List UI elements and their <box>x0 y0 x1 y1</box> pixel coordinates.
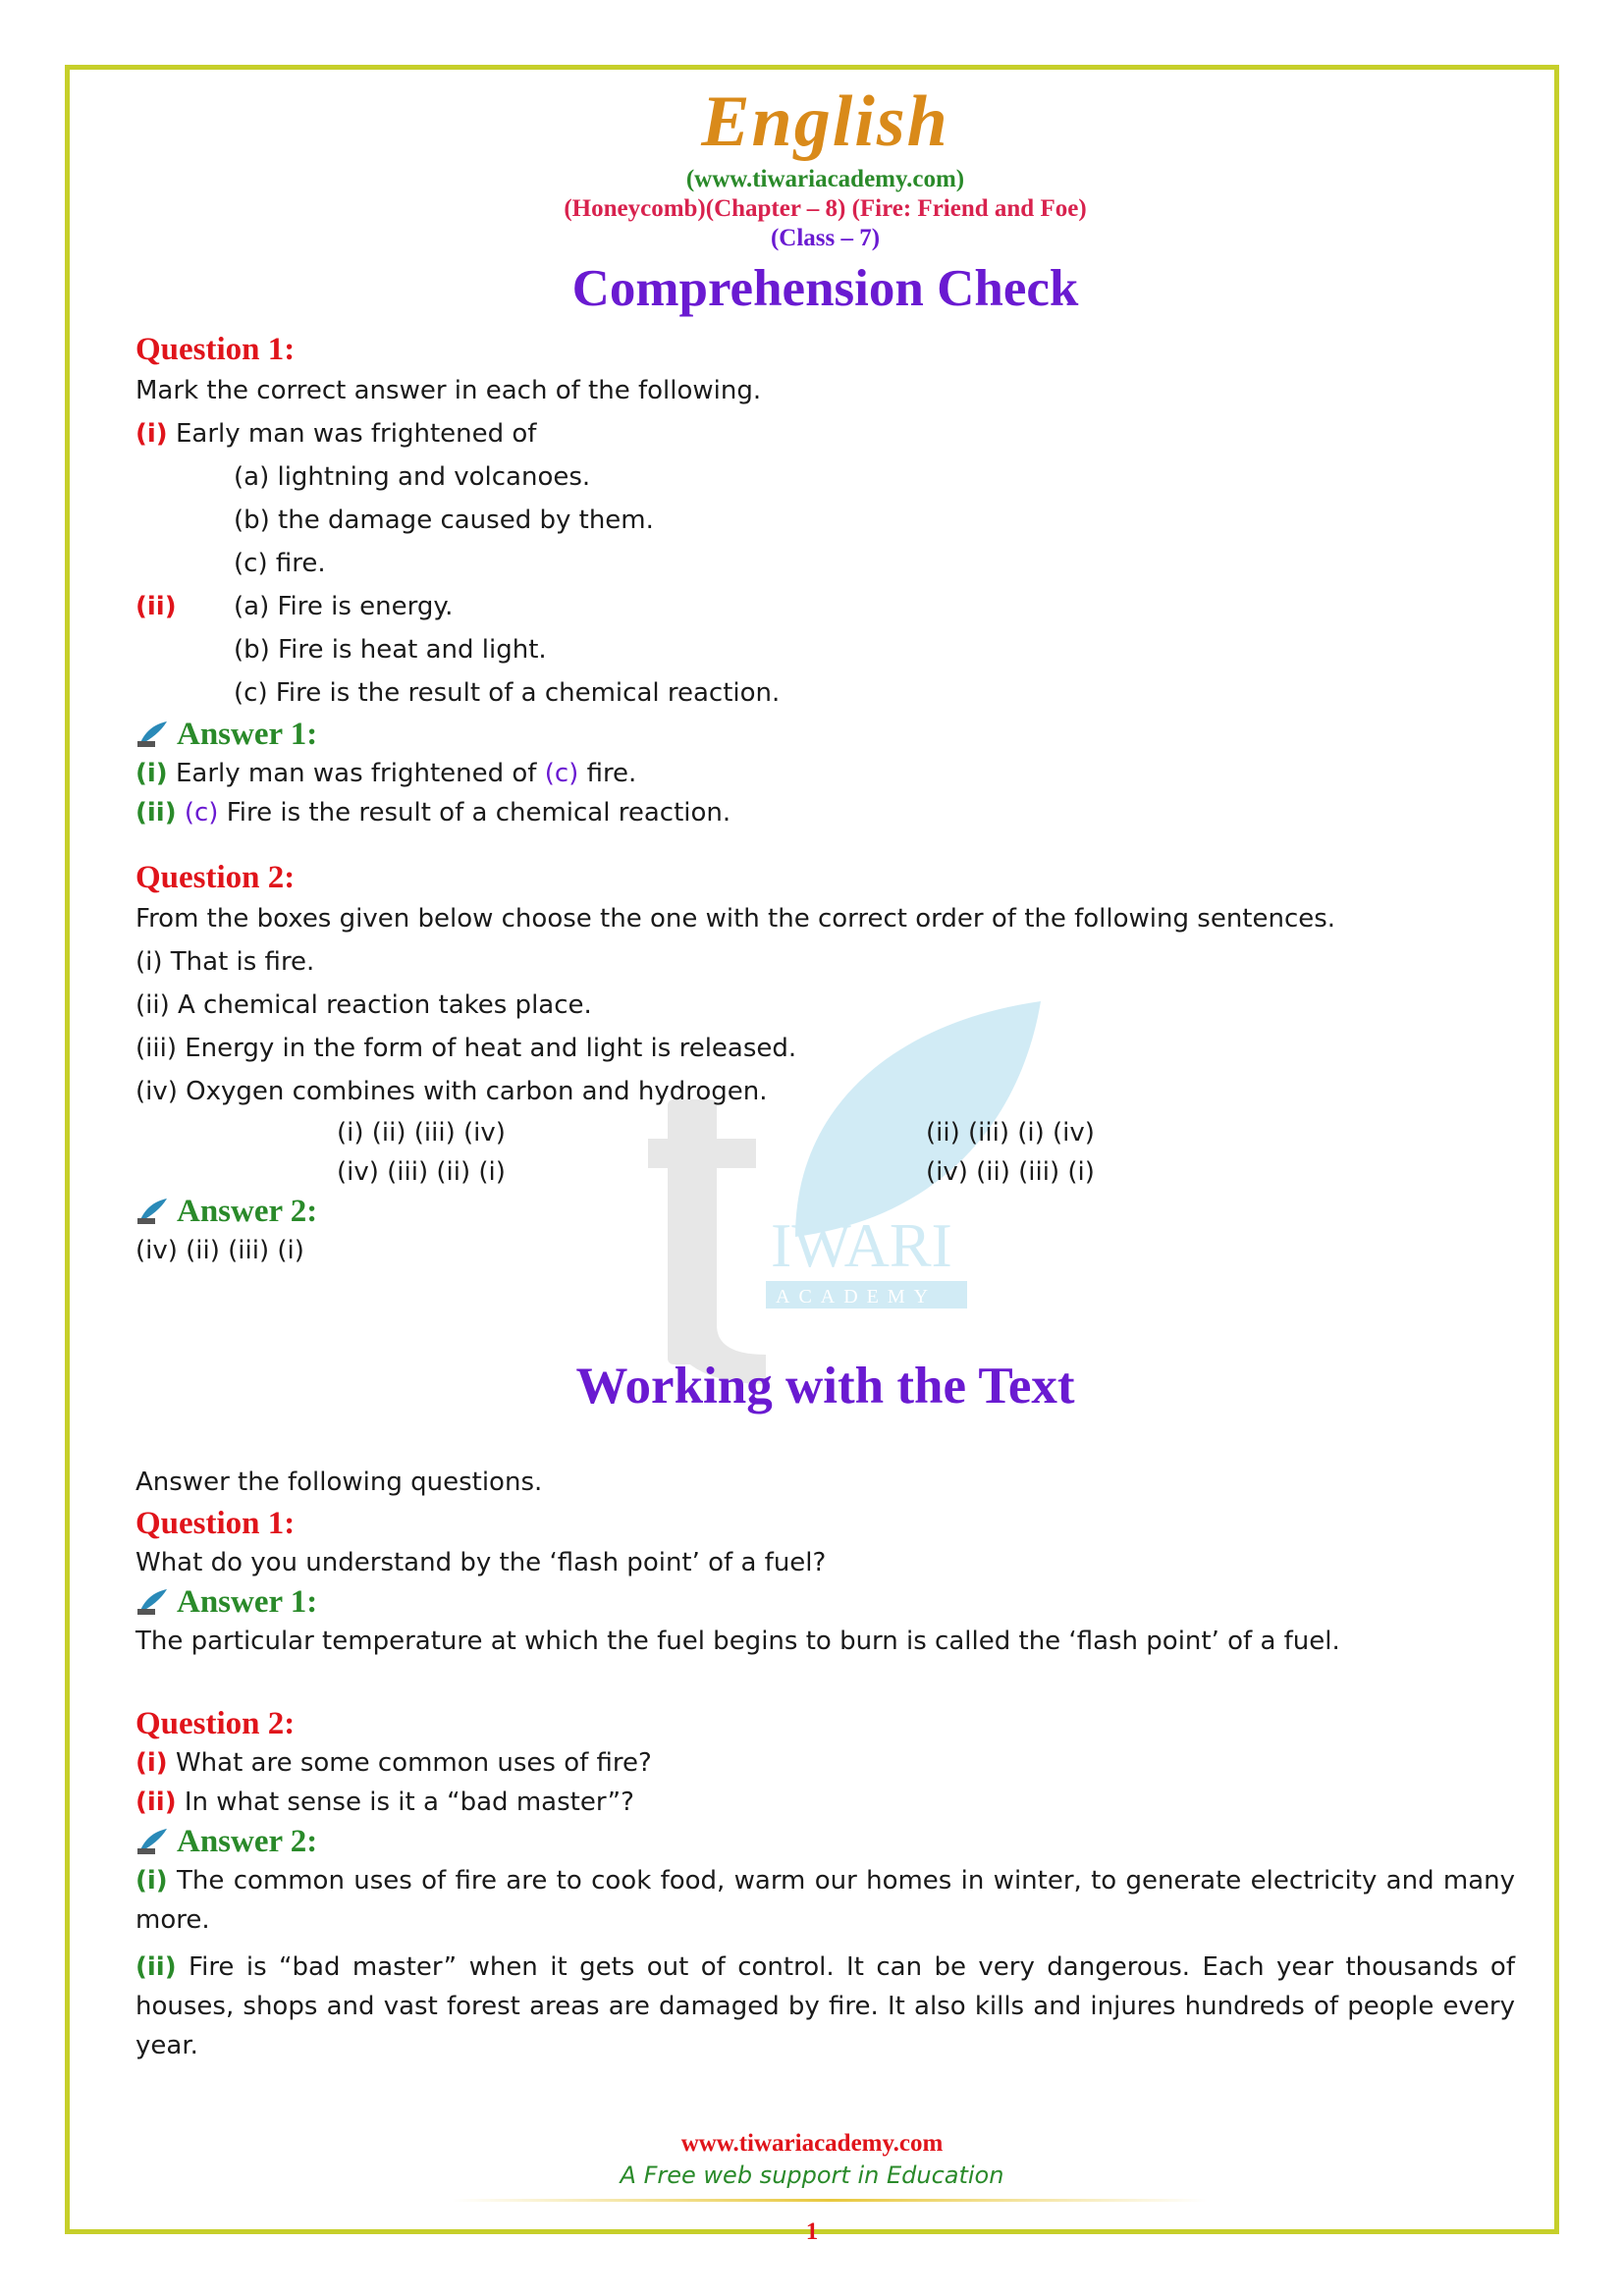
s1-q1-ii-label: (ii) <box>135 592 177 621</box>
s1-a1-i-post: fire. <box>586 759 637 788</box>
s1-q1-i-option-b: (b) the damage caused by them. <box>234 506 654 535</box>
s1-a1-part-i <box>135 754 1515 793</box>
s2-question-2-label: Question 2: <box>135 1706 296 1741</box>
pen-icon <box>135 1827 169 1856</box>
s2-q2-ii-label: (ii) <box>135 1788 177 1817</box>
s1-q2-prompt: From the boxes given below choose the one with the correct order of the following sentences. <box>135 904 1336 934</box>
header-chapter: (Honeycomb)(Chapter – 8) (Fire: Friend and Foe) <box>564 195 1087 222</box>
s1-q2-item-1: (i) That is fire. <box>135 947 315 977</box>
header-site: (www.tiwariacademy.com) <box>685 166 965 192</box>
page-header <box>135 79 1515 253</box>
s1-q2-option-4: (iv) (ii) (iii) (i) <box>926 1157 1095 1187</box>
s1-answer-2-label: Answer 2: <box>177 1194 318 1229</box>
watermark-sub: ACADEMY <box>776 1286 938 1308</box>
s2-a2-ii-label: (ii) <box>135 1952 177 1982</box>
s1-a1-part-ii <box>135 793 1515 832</box>
s2-q2-i-text: What are some common uses of fire? <box>175 1748 652 1778</box>
s2-answer-1-label: Answer 1: <box>177 1584 318 1620</box>
page-title: English <box>701 81 949 162</box>
s2-a2-i-text: The common uses of fire are to cook food, warm our homes in winter, to generate electricity and many more. <box>135 1866 1516 1935</box>
s2-a2-i-label: (i) <box>135 1866 168 1896</box>
s2-answer-1-heading <box>135 1582 1515 1622</box>
s1-q2-option-1: (i) (ii) (iii) (iv) <box>337 1118 506 1148</box>
s2-a2-part-ii <box>135 1948 1515 2065</box>
footer-tagline: A Free web support in Education <box>620 2162 1004 2189</box>
s1-q1-i-option-c: (c) fire. <box>234 549 326 578</box>
page-content <box>135 79 1515 2065</box>
s1-q1-prompt: Mark the correct answer in each of the following. <box>135 376 762 405</box>
footer-site[interactable]: www.tiwariacademy.com <box>680 2130 944 2157</box>
s1-a2-text: (iv) (ii) (iii) (i) <box>135 1236 304 1265</box>
s1-q1-ii-option-c: (c) Fire is the result of a chemical reaction. <box>234 678 781 708</box>
s1-a1-i-pre: Early man was frightened of <box>175 759 537 788</box>
s1-q2-item-3: (iii) Energy in the form of heat and light is released. <box>135 1034 797 1063</box>
s2-question-1-label: Question 1: <box>135 1506 296 1541</box>
s1-answer-1-label: Answer 1: <box>177 717 318 752</box>
pen-icon <box>135 1197 169 1226</box>
s1-q1-ii-option-b: (b) Fire is heat and light. <box>234 635 547 665</box>
s2-q2-i-label: (i) <box>135 1748 168 1778</box>
header-class: (Class – 7) <box>770 225 881 251</box>
s1-answer-1-heading <box>135 715 1515 754</box>
s1-q1-i-text: Early man was frightened of <box>175 419 537 449</box>
s1-answer-2-heading <box>135 1192 1515 1231</box>
watermark-brand: IWARI <box>771 1210 952 1280</box>
s1-a1-i-label: (i) <box>135 759 168 788</box>
pen-icon <box>135 1587 169 1617</box>
s1-q1-i-label: (i) <box>135 419 168 449</box>
s1-question-1-label: Question 1: <box>135 332 296 367</box>
page-number: 1 <box>805 2218 819 2245</box>
s2-a2-part-i <box>135 1861 1515 1940</box>
s1-q2-option-3: (iv) (iii) (ii) (i) <box>337 1157 506 1187</box>
s2-q1-text: What do you understand by the ‘flash point’ of a fuel? <box>135 1548 827 1577</box>
s1-q1-part-ii <box>135 585 1515 628</box>
s2-answer-2-heading <box>135 1822 1515 1861</box>
s1-q1-part-i <box>135 412 1515 455</box>
section-title-working: Working with the Text <box>575 1358 1075 1415</box>
s2-a1-text: The particular temperature at which the fuel begins to burn is called the ‘flash point’ of a fuel. <box>135 1627 1340 1656</box>
s1-q2-item-2: (ii) A chemical reaction takes place. <box>135 990 592 1020</box>
section-title-comprehension: Comprehension Check <box>571 260 1079 317</box>
s1-a1-ii-post: Fire is the result of a chemical reaction. <box>226 798 731 828</box>
s1-q2-option-2: (ii) (iii) (i) (iv) <box>926 1118 1095 1148</box>
s1-a1-ii-opt: (c) <box>184 798 219 828</box>
s1-a1-ii-label: (ii) <box>135 798 177 828</box>
footer-divider <box>452 2199 1208 2202</box>
s2-intro: Answer the following questions. <box>135 1468 543 1497</box>
s1-q1-ii-option-a: (a) Fire is energy. <box>234 592 454 621</box>
s1-q2-item-4: (iv) Oxygen combines with carbon and hydrogen. <box>135 1077 768 1106</box>
s2-q2-ii-text: In what sense is it a “bad master”? <box>184 1788 634 1817</box>
s2-q2-part-i <box>135 1743 1515 1783</box>
s1-q2-options <box>135 1113 1515 1192</box>
s1-question-2-label: Question 2: <box>135 860 296 895</box>
s1-q1-i-option-a: (a) lightning and volcanoes. <box>234 462 591 492</box>
pen-icon <box>135 720 169 749</box>
s1-a1-i-opt: (c) <box>544 759 579 788</box>
s2-q2-part-ii <box>135 1783 1515 1822</box>
s2-answer-2-label: Answer 2: <box>177 1824 318 1859</box>
s2-a2-ii-text: Fire is “bad master” when it gets out of control. It can be very dangerous. Each year thousands of houses, shops and vast forest areas are damaged by fire. It also kills and injures hundreds of people every year. <box>135 1952 1515 2060</box>
